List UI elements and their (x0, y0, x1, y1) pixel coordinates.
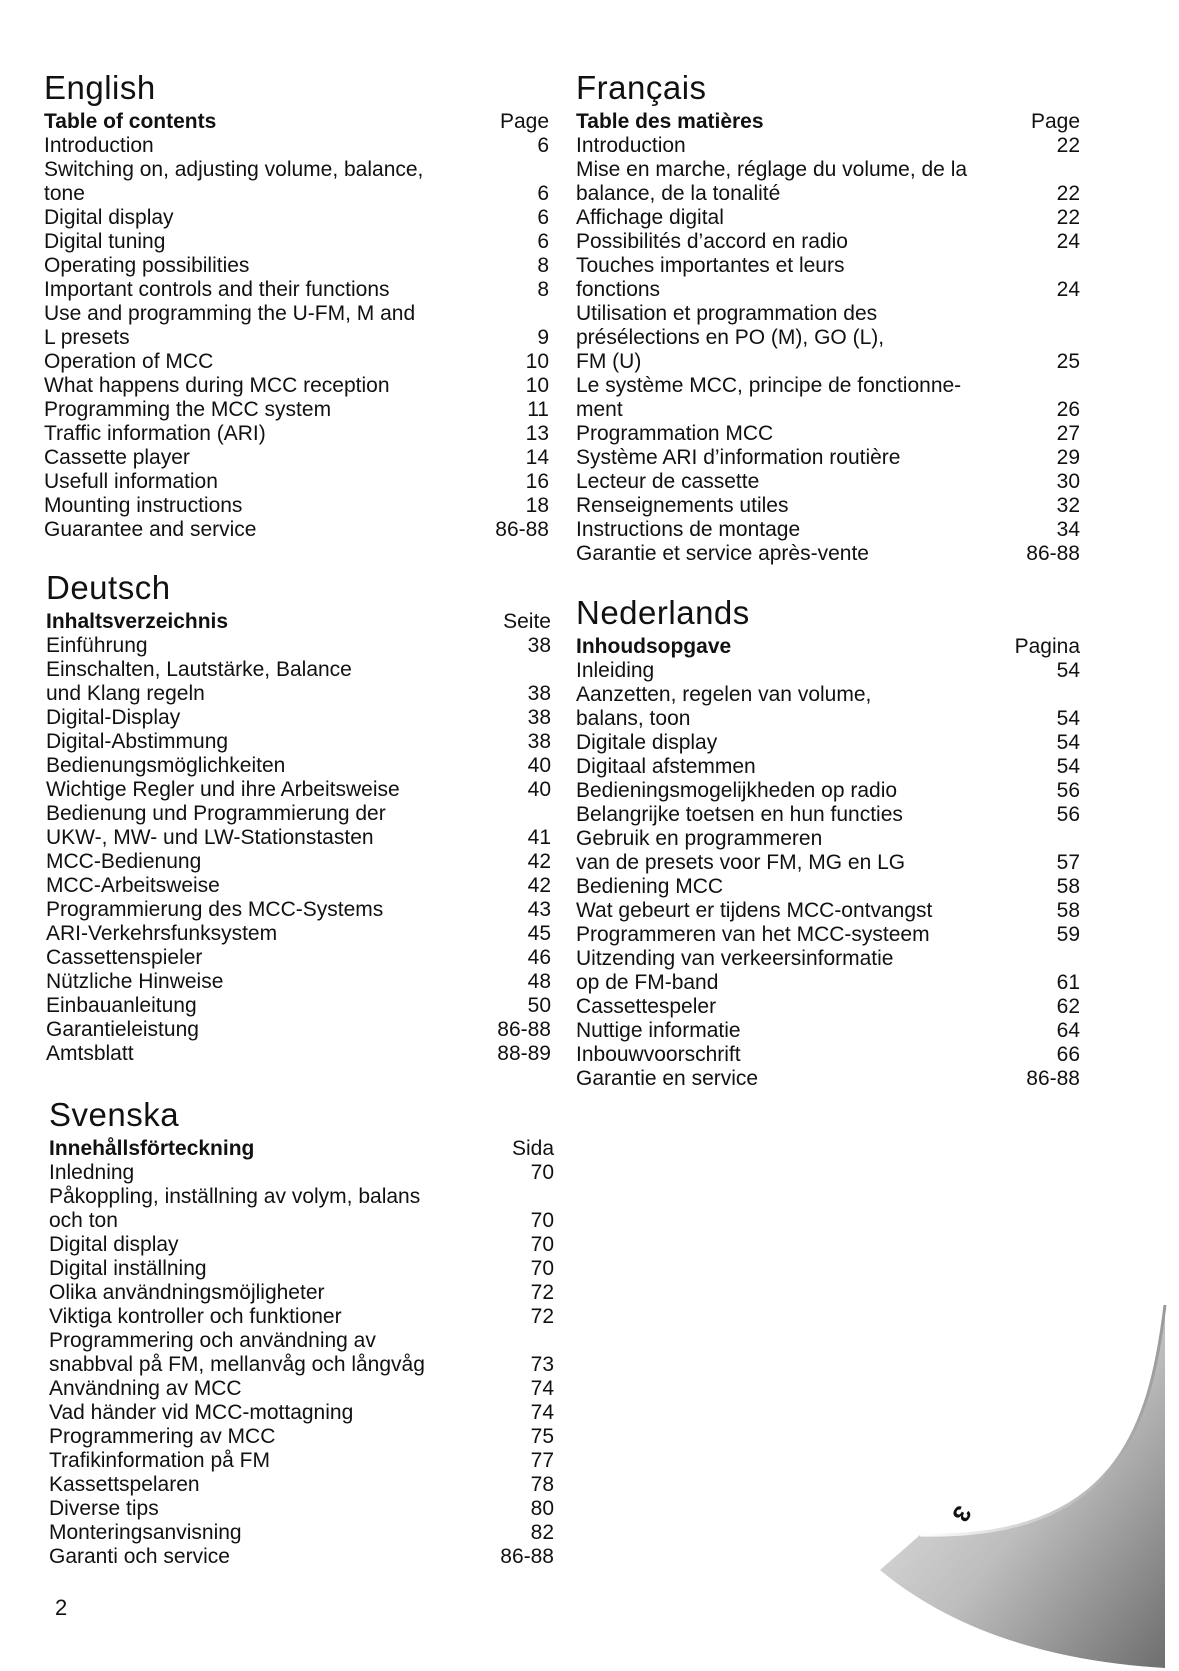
toc-entry-page: 8 (537, 278, 549, 301)
toc-entry-title: Digital-Display (46, 706, 181, 729)
toc-entry (46, 778, 551, 802)
toc-entry-title: Bedienung und Programmierung der (46, 802, 386, 825)
toc-entry (46, 946, 551, 970)
toc-entry (576, 494, 1080, 518)
section-nederlands (576, 593, 1080, 1091)
toc-entry (44, 446, 549, 470)
toc-entry-page: 59 (1056, 923, 1080, 946)
language-title: Deutsch (46, 569, 171, 606)
toc-entry (576, 899, 1080, 923)
toc-entry-title: Affichage digital (576, 206, 724, 229)
toc-entry-page: 77 (530, 1449, 554, 1472)
page-column-label: Page (1030, 110, 1080, 133)
toc-entry-title: op de FM-band (576, 971, 719, 994)
toc-entry-page: 88-89 (497, 1042, 551, 1065)
toc-entry (44, 326, 549, 350)
toc-entry-page: 40 (527, 778, 551, 801)
toc-entry-title: MCC-Bedienung (46, 850, 202, 873)
section-english (44, 68, 549, 542)
toc-entry-title: Einschalten, Lautstärke, Balance (46, 658, 352, 681)
toc-entry (44, 182, 549, 206)
page-column-label: Seite (503, 610, 551, 633)
toc-entry-title: présélections en PO (M), GO (L), (576, 326, 885, 349)
toc-entry (576, 827, 1080, 851)
page-column-label: Pagina (1014, 635, 1080, 658)
toc-entry-title: Digital inställning (49, 1257, 207, 1280)
toc-entry-title: Olika användningsmöjligheter (49, 1281, 325, 1304)
toc-entry-title: Diverse tips (49, 1497, 159, 1520)
toc-entry-page: 86-88 (1026, 542, 1080, 565)
toc-entry-title: Uitzending van verkeersinformatie (576, 947, 894, 970)
toc-entry (49, 1449, 554, 1473)
toc-entry (49, 1377, 554, 1401)
toc-entry (49, 1425, 554, 1449)
language-title: English (44, 69, 156, 106)
toc-entry-page: 86-88 (495, 518, 549, 541)
toc-entry-title: Programmering av MCC (49, 1425, 276, 1448)
toc-entry-page: 62 (1056, 995, 1080, 1018)
toc-entry-title: FM (U) (576, 350, 642, 373)
toc-entry-page: 58 (1056, 899, 1080, 922)
toc-entry-page: 46 (527, 946, 551, 969)
toc-entry-page: 80 (530, 1497, 554, 1520)
toc-entry (49, 1401, 554, 1425)
toc-entry-page: 64 (1056, 1019, 1080, 1042)
toc-entry-page: 6 (537, 230, 549, 253)
toc-header (49, 1137, 554, 1161)
toc-entry-page: 75 (530, 1425, 554, 1448)
toc-entry (49, 1209, 554, 1233)
toc-entry-page: 8 (537, 254, 549, 277)
toc-entry-page: 16 (525, 470, 549, 493)
toc-entry (44, 422, 549, 446)
toc-entry (49, 1497, 554, 1521)
toc-entry (576, 254, 1080, 278)
toc-entry-page: 70 (530, 1209, 554, 1232)
toc-entry-page: 72 (530, 1281, 554, 1304)
toc-list (49, 1161, 554, 1569)
toc-entry (44, 494, 549, 518)
toc-entry (576, 230, 1080, 254)
toc-entry-page: 22 (1056, 134, 1080, 157)
toc-entry-page: 38 (527, 682, 551, 705)
section-francais (576, 68, 1080, 566)
toc-entry-title: L presets (44, 326, 130, 349)
toc-heading: Table des matières (576, 110, 764, 133)
toc-entry-page: 6 (537, 134, 549, 157)
toc-entry-page: 54 (1056, 707, 1080, 730)
toc-entry-page: 10 (525, 374, 549, 397)
toc-entry-page: 9 (537, 326, 549, 349)
toc-entry (576, 302, 1080, 326)
toc-entry-title: Utilisation et programmation des (576, 302, 878, 325)
toc-entry (44, 398, 549, 422)
toc-entry (46, 874, 551, 898)
toc-entry (49, 1545, 554, 1569)
toc-entry-title: Garantie et service après-vente (576, 542, 869, 565)
toc-entry (576, 350, 1080, 374)
toc-entry-title: Mise en marche, réglage du volume, de la (576, 158, 968, 181)
toc-entry (576, 971, 1080, 995)
toc-header (576, 110, 1080, 134)
toc-entry (576, 206, 1080, 230)
toc-entry (49, 1185, 554, 1209)
toc-entry-title: Le système MCC, principe de fonctionne- (576, 374, 962, 397)
toc-entry (46, 898, 551, 922)
toc-entry-page: 22 (1056, 182, 1080, 205)
toc-entry-title: Kassettspelaren (49, 1473, 200, 1496)
toc-entry (44, 518, 549, 542)
toc-entry-title: Belangrijke toetsen en hun functies (576, 803, 903, 826)
toc-entry-page: 43 (527, 898, 551, 921)
toc-entry-title: Cassettenspieler (46, 946, 203, 969)
toc-entry (49, 1521, 554, 1545)
toc-entry-title: Digital tuning (44, 230, 166, 253)
toc-entry-title: Garantieleistung (46, 1018, 199, 1041)
toc-entry-page: 26 (1056, 398, 1080, 421)
toc-entry (44, 158, 549, 182)
toc-entry (576, 995, 1080, 1019)
toc-entry-title: und Klang regeln (46, 682, 205, 705)
toc-entry-title: Digitaal afstemmen (576, 755, 756, 778)
toc-entry (44, 206, 549, 230)
toc-entry (576, 446, 1080, 470)
toc-entry (576, 683, 1080, 707)
toc-entry (576, 1043, 1080, 1067)
toc-entry-title: Bedienungsmöglichkeiten (46, 754, 286, 777)
toc-entry (46, 682, 551, 706)
toc-entry-title: van de presets voor FM, MG en LG (576, 851, 906, 874)
toc-entry-title: Cassette player (44, 446, 190, 469)
toc-entry-title: Viktiga kontroller och funktioner (49, 1305, 342, 1328)
page-curl-tab (880, 1290, 1170, 1670)
toc-entry-title: Inleiding (576, 659, 655, 682)
toc-heading: Table of contents (44, 110, 217, 133)
toc-entry-title: Introduction (576, 134, 686, 157)
toc-entry (576, 398, 1080, 422)
toc-entry-title: Instructions de montage (576, 518, 801, 541)
toc-entry (46, 826, 551, 850)
language-title: Français (576, 69, 707, 106)
toc-entry-title: Important controls and their functions (44, 278, 390, 301)
toc-entry-page: 70 (530, 1233, 554, 1256)
toc-entry-title: tone (44, 182, 85, 205)
toc-entry-title: Einbauanleitung (46, 994, 197, 1017)
toc-entry-page: 40 (527, 754, 551, 777)
toc-entry-page: 58 (1056, 875, 1080, 898)
toc-entry (46, 802, 551, 826)
toc-entry (576, 707, 1080, 731)
toc-entry (576, 542, 1080, 566)
toc-entry-page: 54 (1056, 731, 1080, 754)
toc-entry-title: MCC-Arbeitsweise (46, 874, 220, 897)
toc-entry-page: 11 (527, 398, 549, 421)
page-curl-shape (880, 1305, 1165, 1668)
toc-entry (576, 1067, 1080, 1091)
toc-entry (576, 326, 1080, 350)
toc-entry-page: 6 (537, 206, 549, 229)
toc-entry-title: Programmeren van het MCC-systeem (576, 923, 930, 946)
toc-entry-title: Traffic information (ARI) (44, 422, 266, 445)
toc-entry-title: och ton (49, 1209, 118, 1232)
toc-entry-page: 50 (527, 994, 551, 1017)
toc-entry-page: 6 (537, 182, 549, 205)
toc-entry (46, 658, 551, 682)
toc-entry-page: 54 (1056, 755, 1080, 778)
toc-entry-title: Aanzetten, regelen van volume, (576, 683, 872, 706)
toc-heading: Inhaltsverzeichnis (46, 610, 229, 633)
toc-entry (576, 374, 1080, 398)
toc-entry (44, 254, 549, 278)
toc-entry-title: Bedieningsmogelijkheden op radio (576, 779, 898, 802)
toc-entry-page: 73 (530, 1353, 554, 1376)
toc-entry (49, 1257, 554, 1281)
toc-entry (576, 755, 1080, 779)
toc-entry (49, 1281, 554, 1305)
toc-entry-page: 70 (530, 1161, 554, 1184)
toc-entry (576, 947, 1080, 971)
toc-entry-page: 72 (530, 1305, 554, 1328)
toc-entry-page: 86-88 (497, 1018, 551, 1041)
toc-entry-title: UKW-, MW- und LW-Stationstasten (46, 826, 374, 849)
toc-entry-page: 38 (527, 706, 551, 729)
toc-entry-title: balans, toon (576, 707, 691, 730)
toc-entry-title: Usefull information (44, 470, 218, 493)
toc-entry-title: Operating possibilities (44, 254, 250, 277)
toc-entry (46, 994, 551, 1018)
toc-entry (44, 470, 549, 494)
toc-entry-title: ment (576, 398, 623, 421)
toc-header (576, 635, 1080, 659)
toc-entry-page: 86-88 (1026, 1067, 1080, 1090)
toc-entry (576, 518, 1080, 542)
toc-entry (576, 278, 1080, 302)
toc-entry (49, 1305, 554, 1329)
toc-entry-page: 48 (527, 970, 551, 993)
toc-entry-title: Bediening MCC (576, 875, 724, 898)
toc-entry-title: Programmierung des MCC-Systems (46, 898, 384, 921)
toc-entry (576, 659, 1080, 683)
toc-entry-page: 74 (530, 1401, 554, 1424)
toc-entry (44, 374, 549, 398)
toc-entry-page: 56 (1056, 803, 1080, 826)
toc-entry-page: 41 (527, 826, 551, 849)
toc-entry-page: 74 (530, 1377, 554, 1400)
toc-entry (46, 850, 551, 874)
toc-entry (46, 922, 551, 946)
toc-entry-page: 13 (525, 422, 549, 445)
toc-entry-page: 34 (1056, 518, 1080, 541)
toc-entry-title: Guarantee and service (44, 518, 257, 541)
toc-entry-title: Digitale display (576, 731, 718, 754)
toc-entry-page: 24 (1056, 278, 1080, 301)
toc-entry (49, 1473, 554, 1497)
toc-header (46, 610, 551, 634)
toc-entry-title: Switching on, adjusting volume, balance, (44, 158, 424, 181)
toc-entry (46, 1042, 551, 1066)
toc-entry-page: 38 (527, 730, 551, 753)
language-title: Nederlands (576, 594, 750, 631)
toc-entry-title: Användning av MCC (49, 1377, 242, 1400)
toc-list (46, 634, 551, 1066)
toc-entry-title: fonctions (576, 278, 661, 301)
toc-entry-title: Amtsblatt (46, 1042, 134, 1065)
toc-entry-title: Introduction (44, 134, 154, 157)
toc-entry-page: 42 (527, 874, 551, 897)
toc-entry-page: 70 (530, 1257, 554, 1280)
toc-entry-title: Programmering och användning av (49, 1329, 376, 1352)
toc-entry (576, 779, 1080, 803)
toc-entry (576, 182, 1080, 206)
toc-entry-page: 30 (1056, 470, 1080, 493)
toc-entry-page: 18 (525, 494, 549, 517)
toc-heading: Inhoudsopgave (576, 635, 732, 658)
toc-entry (44, 302, 549, 326)
toc-entry (44, 278, 549, 302)
toc-entry-title: Touches importantes et leurs (576, 254, 845, 277)
toc-entry-page: 27 (1056, 422, 1080, 445)
toc-entry-page: 38 (527, 634, 551, 657)
toc-header (44, 110, 549, 134)
toc-entry-title: Programming the MCC system (44, 398, 332, 421)
toc-entry (46, 730, 551, 754)
toc-entry (49, 1233, 554, 1257)
toc-entry-title: Trafikinformation på FM (49, 1449, 270, 1472)
toc-entry (46, 970, 551, 994)
toc-entry (44, 134, 549, 158)
toc-entry-title: Digital display (49, 1233, 179, 1256)
toc-entry (576, 923, 1080, 947)
toc-entry (576, 158, 1080, 182)
page-column-label: Sida (511, 1137, 554, 1160)
toc-entry-title: What happens during MCC reception (44, 374, 390, 397)
toc-entry-title: Nuttige informatie (576, 1019, 741, 1042)
toc-entry-title: Programmation MCC (576, 422, 774, 445)
toc-entry-page: 66 (1056, 1043, 1080, 1066)
toc-entry-page: 57 (1056, 851, 1080, 874)
toc-entry-title: Digital display (44, 206, 174, 229)
toc-entry-title: Use and programming the U-FM, M and (44, 302, 416, 325)
toc-entry-title: Garantie en service (576, 1067, 759, 1090)
toc-entry-title: snabbval på FM, mellanvåg och långvåg (49, 1353, 425, 1376)
toc-entry-page: 22 (1056, 206, 1080, 229)
toc-entry (46, 634, 551, 658)
toc-entry-title: Lecteur de cassette (576, 470, 760, 493)
toc-entry-title: Cassettespeler (576, 995, 717, 1018)
toc-heading: Innehållsförteckning (49, 1137, 255, 1160)
toc-entry-title: Gebruik en programmeren (576, 827, 823, 850)
language-title: Svenska (49, 1096, 180, 1133)
toc-entry-title: Renseignements utiles (576, 494, 789, 517)
toc-entry-title: Einführung (46, 634, 148, 657)
toc-entry (46, 706, 551, 730)
toc-entry-title: Wat gebeurt er tijdens MCC-ontvangst (576, 899, 933, 922)
toc-entry-page: 42 (527, 850, 551, 873)
toc-entry-page: 54 (1056, 659, 1080, 682)
toc-entry (576, 803, 1080, 827)
toc-entry-title: Monteringsanvisning (49, 1521, 242, 1544)
toc-entry-title: Vad händer vid MCC-mottagning (49, 1401, 354, 1424)
toc-entry-title: Wichtige Regler und ihre Arbeitsweise (46, 778, 400, 801)
toc-entry-page: 14 (525, 446, 549, 469)
toc-entry-title: balance, de la tonalité (576, 182, 781, 205)
toc-entry-page: 10 (525, 350, 549, 373)
toc-entry-title: Inbouwvoorschrift (576, 1043, 741, 1066)
toc-entry-page: 56 (1056, 779, 1080, 802)
toc-entry-page: 29 (1056, 446, 1080, 469)
toc-entry-page: 82 (530, 1521, 554, 1544)
toc-entry (576, 422, 1080, 446)
toc-entry-title: Inledning (49, 1161, 135, 1184)
toc-entry-title: Nützliche Hinweise (46, 970, 224, 993)
curl-page-number: 3 (946, 1501, 977, 1527)
toc-entry (576, 470, 1080, 494)
toc-entry (46, 754, 551, 778)
toc-entry-page: 25 (1056, 350, 1080, 373)
toc-list (576, 134, 1080, 566)
toc-entry (49, 1161, 554, 1185)
toc-list (576, 659, 1080, 1091)
toc-entry-page: 45 (527, 922, 551, 945)
toc-entry-page: 78 (530, 1473, 554, 1496)
toc-entry (576, 851, 1080, 875)
toc-entry (49, 1353, 554, 1377)
toc-entry-title: Påkoppling, inställning av volym, balans (49, 1185, 421, 1208)
toc-entry (49, 1329, 554, 1353)
toc-entry-title: Possibilités d’accord en radio (576, 230, 848, 253)
toc-entry (576, 134, 1080, 158)
toc-entry-title: Mounting instructions (44, 494, 243, 517)
toc-entry (44, 350, 549, 374)
toc-entry-page: 61 (1056, 971, 1080, 994)
toc-entry (576, 875, 1080, 899)
section-svenska (49, 1095, 554, 1569)
toc-entry-page: 24 (1056, 230, 1080, 253)
toc-entry-title: Système ARI d’information routière (576, 446, 901, 469)
toc-entry-page: 86-88 (500, 1545, 554, 1568)
toc-entry (576, 1019, 1080, 1043)
toc-entry-title: Operation of MCC (44, 350, 214, 373)
toc-entry (576, 731, 1080, 755)
page-column-label: Page (499, 110, 549, 133)
toc-entry-title: Digital-Abstimmung (46, 730, 229, 753)
toc-list (44, 134, 549, 542)
toc-entry (46, 1018, 551, 1042)
toc-entry-title: Garanti och service (49, 1545, 230, 1568)
toc-entry (44, 230, 549, 254)
page-number: 2 (55, 1595, 68, 1620)
toc-entry-page: 32 (1056, 494, 1080, 517)
toc-entry-title: ARI-Verkehrsfunksystem (46, 922, 278, 945)
section-deutsch (46, 568, 551, 1066)
